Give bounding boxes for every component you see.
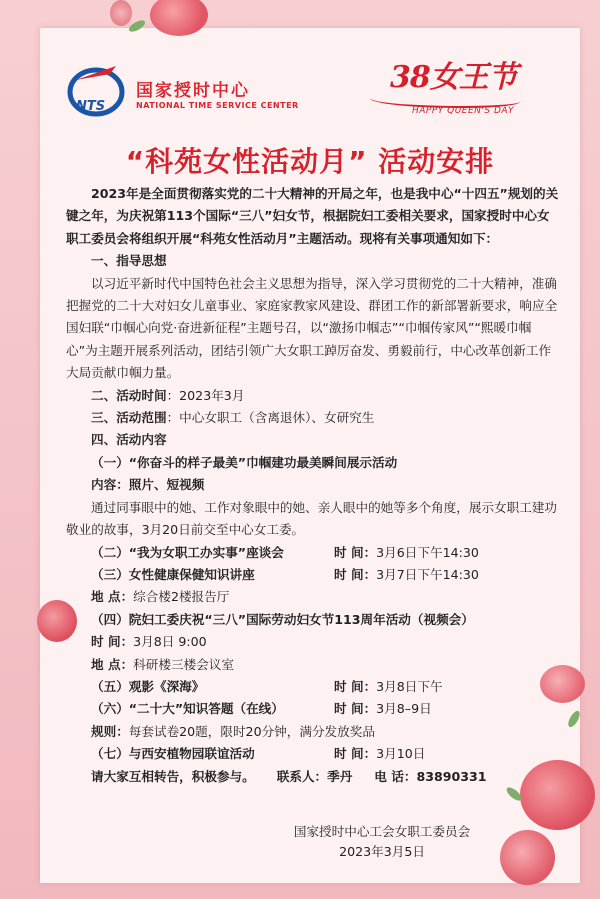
activity-title: （三）女性健康保健知识讲座 [91, 566, 255, 582]
activity-row [66, 698, 561, 720]
activity-title: （七）与西安植物园联谊活动 [91, 746, 255, 762]
time-value: 3月10日 [376, 746, 426, 762]
phone-number: 83890331 [416, 768, 487, 784]
org-name-en: NATIONAL TIME SERVICE CENTER [136, 101, 299, 110]
section-heading: 一、指导思想 [91, 253, 167, 269]
activity-row [66, 542, 561, 564]
signature-block [282, 822, 482, 862]
time-label: 时 间： [334, 544, 377, 560]
time-value: 3月6日下午14:30 [376, 544, 479, 560]
rose-decoration [500, 830, 555, 885]
logo-text: NTS [76, 99, 106, 114]
contact-name: 季丹 [327, 768, 353, 784]
time-value: 3月7日下午14:30 [376, 566, 479, 582]
rule-label: 规则： [91, 723, 129, 739]
queens-day-badge-title: 38女王节 [390, 60, 517, 95]
time-value: 3月8–9日 [376, 701, 432, 717]
activity-description: 通过同事眼中的她、工作对象眼中的她、亲人眼中的她等多个角度，展示女职工建功敬业的故事，3月20日前交至中心女工委。 [66, 499, 557, 538]
section-label: 三、活动范围 [91, 410, 167, 426]
activity-title: （五）观影《深海》 [91, 678, 205, 694]
phone-label: 电 话： [374, 768, 417, 784]
activity-title: （一）“你奋斗的样子最美”巾帼建功最美瞬间展示活动 [91, 454, 398, 470]
time-line [66, 631, 561, 653]
activity-scope-line [66, 407, 561, 429]
activity-title: （六）“二十大”知识答题（在线） [91, 701, 284, 717]
activity-content-label: 内容：照片、短视频 [91, 477, 205, 493]
time-value: 3月8日 9:00 [133, 634, 207, 650]
time-label: 时 间： [334, 746, 377, 762]
notice-body [66, 183, 561, 788]
contact-label: 联系人： [276, 768, 328, 784]
rule-value: 每套试卷20题，限时20分钟，满分发放奖品 [128, 723, 375, 739]
activity-row [66, 743, 561, 765]
page-title: “科苑女性活动月” 活动安排 [125, 145, 495, 178]
intro-paragraph: 2023年是全面贯彻落实党的二十大精神的开局之年，也是我中心“十四五”规划的关键之年，为庆祝第113个国际“三八”妇女节，根据院妇工委相关要求，国家授时中心女职工委员会将组织开展“科苑女性活动月”主题活动。现将有关事项通知如下： [66, 186, 559, 246]
section-value: ：中心女职工（含离退休）、女研究生 [166, 410, 375, 426]
time-label: 时 间： [334, 566, 377, 582]
section-label: 二、活动时间 [91, 387, 167, 403]
activity-title: （二）“我为女职工办实事”座谈会 [91, 544, 284, 560]
place-label: 地 点： [91, 656, 134, 672]
time-label: 时 间： [334, 678, 377, 694]
place-label: 地 点： [91, 589, 134, 605]
time-value: 3月8日下午 [376, 678, 443, 694]
rule-line [66, 721, 561, 743]
place-line [66, 654, 561, 676]
section-heading: 四、活动内容 [91, 432, 167, 448]
issue-date: 2023年3月5日 [339, 844, 425, 859]
issuing-organization: 国家授时中心工会女职工委员会 [293, 824, 471, 839]
closing-line [66, 766, 561, 788]
closing-text: 请大家互相转告，积极参与。 [91, 768, 255, 784]
activity-time-line [66, 385, 561, 407]
queens-day-badge-subtitle: HAPPY QUEEN'S DAY [412, 106, 515, 116]
section-value: ：2023年3月 [166, 387, 245, 403]
place-value: 科研楼三楼会议室 [133, 656, 234, 672]
time-label: 时 间： [91, 634, 134, 650]
time-label: 时 间： [334, 701, 377, 717]
activity-row [66, 564, 561, 586]
org-name-cn: 国家授时中心 [136, 81, 250, 101]
nts-logo-icon [66, 62, 126, 118]
place-line [66, 586, 561, 608]
activity-row [66, 676, 561, 698]
guiding-ideology-paragraph: 以习近平新时代中国特色社会主义思想为指导，深入学习贯彻党的二十大精神，准确把握党的二十大对妇女儿童事业、家庭家教家风建设、群团工作的新部署新要求，响应全国妇联“巾帼心向党·奋进新征程”主题号召，以“激扬巾帼志”“巾帼传家风”“熙暖巾帼心”为主题开展系列活动，团结引领广大女职工踔厉奋发、勇毅前行，中心改革创新工作大局贡献巾帼力量。 [66, 275, 558, 381]
rose-decoration [110, 0, 132, 26]
place-value: 综合楼2楼报告厅 [133, 589, 230, 605]
activity-title: （四）院妇工委庆祝“三八”国际劳动妇女节113周年活动（视频会） [91, 611, 474, 627]
